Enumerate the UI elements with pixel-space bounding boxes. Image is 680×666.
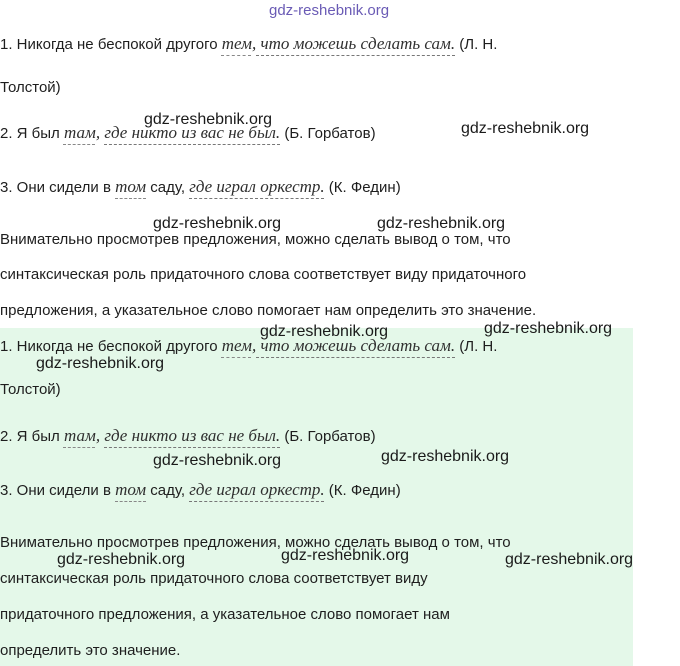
answer-sentence-2-author: (Б. Горбатов): [280, 428, 376, 445]
watermark: gdz-reshebnik.org: [153, 215, 282, 232]
sentence-3-clause: где играл оркестр.: [189, 177, 325, 196]
watermark: gdz-reshebnik.org: [57, 551, 186, 568]
sentence-1-pronoun: тем: [221, 34, 252, 53]
watermark: gdz-reshebnik.org: [281, 547, 410, 564]
answer-conclusion-line-1: Внимательно просмотрев предложения, можно сделать вывод о том, что: [0, 534, 511, 551]
answer-sentence-3-author: (К. Федин): [324, 482, 401, 499]
conclusion-line-3: предложения, а указательное слово помогает нам определить это значение.: [0, 302, 537, 319]
answer-sentence-1-comma: ,: [251, 336, 257, 355]
watermark: gdz-reshebnik.org: [36, 355, 165, 372]
sentence-3-mid: саду,: [146, 179, 190, 196]
sentence-1-clause: что можешь сделать сам.: [256, 34, 456, 53]
answer-sentence-1-lead: 1. Никогда не беспокой другого: [0, 338, 222, 355]
answer-sentence-3-mid: саду,: [146, 482, 190, 499]
sentence-2-lead: 2. Я был: [0, 125, 64, 142]
answer-sentence-3-lead: 3. Они сидели в: [0, 482, 116, 499]
answer-conclusion-line-4: определить это значение.: [0, 642, 181, 659]
answer-sentence-2-clause: где никто из вас не был.: [104, 426, 281, 445]
watermark-top: gdz-reshebnik.org: [269, 2, 390, 19]
sentence-1-comma: ,: [251, 34, 257, 53]
sentence-1-author-cont: Толстой): [0, 79, 61, 96]
answer-sentence-3-pronoun: том: [115, 480, 147, 499]
answer-sentence-1-author: (Л. Н.: [455, 338, 498, 355]
conclusion-line-2: синтаксическая роль придаточного слова соответствует виду придаточного: [0, 266, 527, 283]
sentence-2-pronoun: там: [63, 123, 96, 142]
answer-sentence-2-lead: 2. Я был: [0, 428, 64, 445]
answer-conclusion-line-2: синтаксическая роль придаточного слова соответствует виду: [0, 570, 428, 587]
conclusion-line-1: Внимательно просмотрев предложения, можно сделать вывод о том, что: [0, 231, 511, 248]
watermark: gdz-reshebnik.org: [144, 111, 273, 128]
answer-sentence-1: [0, 336, 497, 357]
sentence-2-comma: ,: [95, 123, 105, 142]
answer-conclusion-line-3: придаточного предложения, а указательное слово помогает нам: [0, 606, 450, 623]
watermark: gdz-reshebnik.org: [461, 120, 590, 137]
sentence-3: [0, 177, 401, 198]
watermark: gdz-reshebnik.org: [505, 551, 634, 568]
sentence-1: [0, 34, 497, 55]
sentence-3-lead: 3. Они сидели в: [0, 179, 116, 196]
answer-sentence-1-pronoun: тем: [221, 336, 252, 355]
answer-sentence-3: [0, 480, 401, 501]
sentence-1-author: (Л. Н.: [455, 36, 498, 53]
watermark: gdz-reshebnik.org: [484, 320, 613, 337]
answer-sentence-1-author-cont: Толстой): [0, 381, 61, 398]
watermark: gdz-reshebnik.org: [260, 323, 389, 340]
answer-sentence-2-comma: ,: [95, 426, 105, 445]
answer-sentence-1-clause: что можешь сделать сам.: [256, 336, 456, 355]
answer-sentence-3-clause: где играл оркестр.: [189, 480, 325, 499]
sentence-1-lead: 1. Никогда не беспокой другого: [0, 36, 222, 53]
watermark: gdz-reshebnik.org: [381, 448, 510, 465]
sentence-3-author: (К. Федин): [324, 179, 401, 196]
watermark: gdz-reshebnik.org: [377, 215, 506, 232]
answer-sentence-2: [0, 426, 376, 447]
answer-sentence-2-pronoun: там: [63, 426, 96, 445]
sentence-2-author: (Б. Горбатов): [280, 125, 376, 142]
sentence-2-clause: где никто из вас не был.: [104, 123, 281, 142]
sentence-3-pronoun: том: [115, 177, 147, 196]
watermark: gdz-reshebnik.org: [153, 452, 282, 469]
